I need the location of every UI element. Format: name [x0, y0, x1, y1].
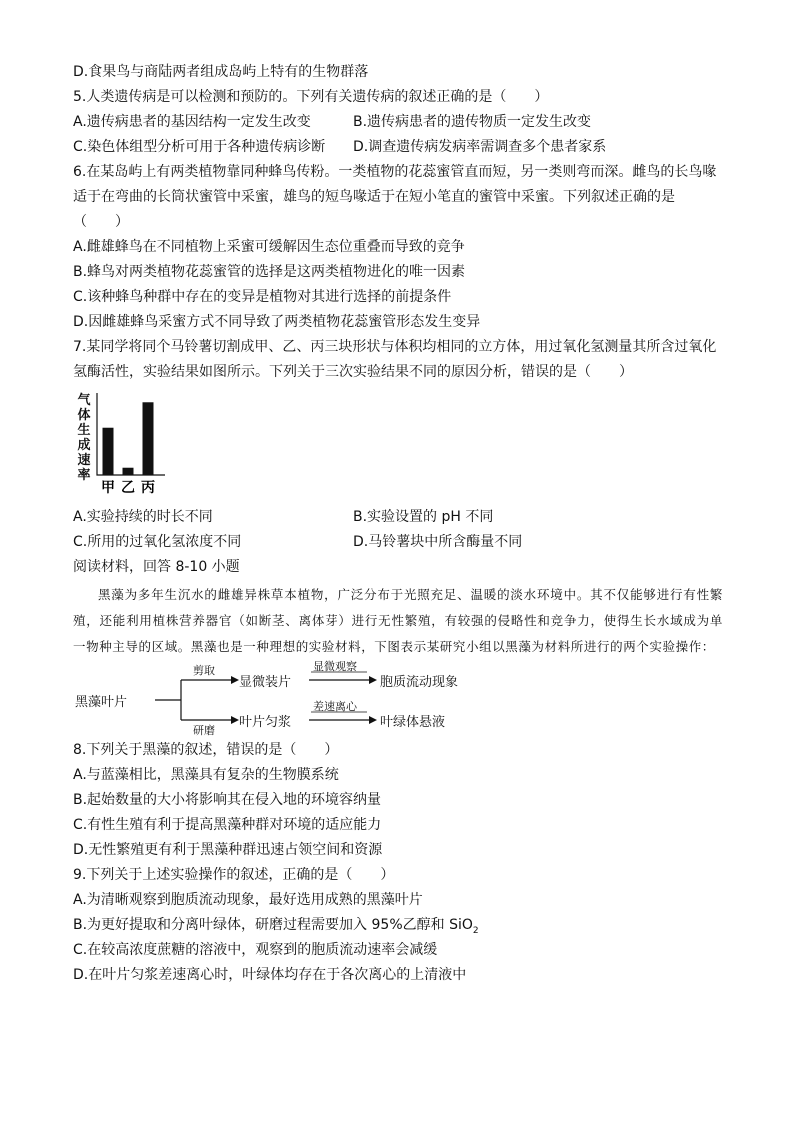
- diagram-upper-result: 胞质流动现象: [380, 675, 459, 690]
- q9-option-b-text: B.为更好提取和分离叶绿体，研磨过程需要加入 95%乙醇和 SiO: [73, 917, 473, 933]
- q8-option-b: B.起始数量的大小将影响其在侵入地的环境容纳量: [73, 792, 382, 808]
- q9-option-d: D.在叶片匀浆差速离心时，叶绿体均存在于各次离心的上清液中: [73, 967, 467, 983]
- diagram-lower-product: 叶片匀浆: [239, 715, 292, 730]
- q5-option-a: A.遗传病患者的基因结构一定发生改变: [73, 114, 311, 130]
- q7-bar-chart: [73, 389, 723, 499]
- q5-option-b: B.遗传病患者的遗传物质一定发生改变: [353, 114, 592, 130]
- q4-option-d: D.食果鸟与商陆两者组成岛屿上特有的生物群落: [73, 64, 369, 80]
- q7-stem-line2: 氢酶活性，实验结果如图所示。下列关于三次实验结果不同的原因分析，错误的是（ ）: [73, 364, 633, 380]
- q7-option-c: C.所用的过氧化氢浓度不同: [73, 534, 242, 550]
- chart-y-axis-label: 气体生成速率: [77, 393, 91, 483]
- q7-option-d: D.马铃薯块中所含酶量不同: [353, 534, 523, 550]
- q6-option-d: D.因雌雄蜂鸟采蜜方式不同导致了两类植物花蕊蜜管形态发生变异: [73, 314, 481, 330]
- exam-page: [73, 60, 723, 988]
- bar-chart-svg: [73, 389, 193, 499]
- q7-options-row2: [73, 530, 723, 555]
- q6-option-b: B.蜂鸟对两类植物花蕊蜜管的选择是这两类植物进化的唯一因素: [73, 264, 466, 280]
- q7-options-row1: [73, 505, 723, 530]
- diagram-lower-result: 叶绿体悬液: [380, 715, 446, 730]
- q9-option-a: A.为清晰观察到胞质流动现象，最好选用成熟的黑藻叶片: [73, 892, 423, 908]
- material-intro: 阅读材料，回答 8-10 小题: [73, 559, 240, 575]
- diagram-source: 黑藻叶片: [75, 695, 128, 710]
- q9-option-b: [73, 913, 723, 938]
- x-tick-label-2: 丙: [141, 480, 155, 496]
- diagram-upper-product: 显微装片: [239, 675, 292, 690]
- bar-2: [143, 402, 154, 475]
- q6-stem-line2: 适于在弯曲的长筒状蜜管中采蜜，雄鸟的短鸟喙适于在短小笔直的蜜管中采蜜。下列叙述正确的是: [73, 189, 675, 205]
- q8-stem: 8.下列关于黑藻的叙述，错误的是（ ）: [73, 742, 339, 758]
- diagram-upper-operation: 剪取: [193, 664, 215, 677]
- bar-0: [103, 428, 114, 475]
- diagram-upper-method: 显微观察: [313, 660, 357, 673]
- q8-option-a: A.与蓝藻相比，黑藻具有复杂的生物膜系统: [73, 767, 339, 783]
- q5-stem: 5.人类遗传病是可以检测和预防的。下列有关遗传病的叙述正确的是（ ）: [73, 89, 549, 105]
- q5-options-row1: [73, 110, 723, 135]
- q5-options-row2: [73, 135, 723, 160]
- q6-option-c: C.该种蜂鸟种群中存在的变异是植物对其进行选择的前提条件: [73, 289, 452, 305]
- x-tick-label-1: 乙: [121, 480, 135, 496]
- q6-stem-line3: （ ）: [73, 214, 129, 230]
- q9-option-b-subscript: 2: [472, 925, 479, 936]
- q7-option-b: B.实验设置的 pH 不同: [353, 509, 494, 525]
- q9-option-c: C.在较高浓度蔗糖的溶液中，观察到的胞质流动速率会减缓: [73, 942, 438, 958]
- q8-option-d: D.无性繁殖更有利于黑藻种群迅速占领空间和资源: [73, 842, 383, 858]
- q5-option-c: C.染色体组型分析可用于各种遗传病诊断: [73, 139, 326, 155]
- q6-option-a: A.雌雄蜂鸟在不同植物上采蜜可缓解因生态位重叠而导致的竞争: [73, 239, 465, 255]
- diagram-lower-operation: 研磨: [193, 724, 215, 737]
- material-paragraph: 黑藻为多年生沉水的雌雄异株草本植物，广泛分布于光照充足、温暖的淡水环境中。其不仅能够进行有性繁殖，还能利用植株营养器官（如断茎、离体芽）进行无性繁殖，有较强的侵略性和竞争力，使得生长水域成为单一物种主导的区域。黑藻也是一种理想的实验材料，下图表示某研究小组以黑藻为材料所进行的两个实验操作：: [73, 587, 723, 654]
- experiment-flow-diagram: [73, 660, 723, 737]
- q5-option-d: D.调查遗传病发病率需调查多个患者家系: [353, 139, 607, 155]
- diagram-lower-method: 差速离心: [313, 700, 357, 713]
- q8-option-c: C.有性生殖有利于提高黑藻种群对环境的适应能力: [73, 817, 382, 833]
- q6-stem-line1: 6.在某岛屿上有两类植物靠同种蜂鸟传粉。一类植物的花蕊蜜管直而短，另一类则弯而深。雌鸟的长鸟喙: [73, 164, 717, 180]
- bar-1: [123, 468, 134, 475]
- x-tick-label-0: 甲: [101, 480, 115, 496]
- q9-stem: 9.下列关于上述实验操作的叙述，正确的是（ ）: [73, 867, 395, 883]
- q7-stem-line1: 7.某同学将同个马铃薯切割成甲、乙、丙三块形状与体积均相同的立方体，用过氧化氢测量其所含过氧化: [73, 339, 717, 355]
- q7-option-a: A.实验持续的时长不同: [73, 509, 213, 525]
